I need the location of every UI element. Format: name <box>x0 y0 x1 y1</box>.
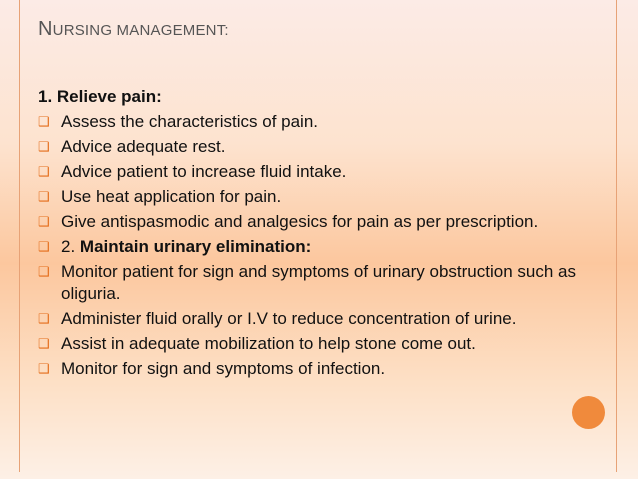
list-item-text: Advice patient to increase fluid intake. <box>61 162 347 181</box>
bullet-icon: ❑ <box>38 336 50 351</box>
decorative-circle <box>572 396 605 429</box>
list-item <box>38 308 598 330</box>
list-item <box>38 136 598 158</box>
bullet-icon: ❑ <box>38 214 50 229</box>
list-item <box>38 236 598 258</box>
title-rest: URSING MANAGEMENT: <box>52 22 229 39</box>
list-item-text: Maintain urinary elimination: <box>79 237 312 256</box>
bullet-icon: ❑ <box>38 164 50 179</box>
list-item <box>38 111 598 133</box>
list-item <box>38 186 598 208</box>
slide-title <box>38 18 229 41</box>
list-item-text: Assess the characteristics of pain. <box>61 112 319 131</box>
bullet-icon: ❑ <box>38 264 50 279</box>
list-item <box>38 333 598 355</box>
bullet-list <box>38 111 598 380</box>
list-item-text: Give antispasmodic and analgesics for pain as per prescription. <box>61 212 539 231</box>
list-item-text: Administer fluid orally or I.V to reduce concentration of urine. <box>61 309 517 328</box>
list-item <box>38 161 598 183</box>
list-item-text: Use heat application for pain. <box>61 187 282 206</box>
bullet-icon: ❑ <box>38 139 50 154</box>
list-item-text: Advice adequate rest. <box>61 137 226 156</box>
bullet-icon: ❑ <box>38 189 50 204</box>
bullet-icon: ❑ <box>38 311 50 326</box>
list-item <box>38 211 598 233</box>
list-item-text: Monitor patient for sign and symptoms of urinary obstruction such as oliguria. <box>61 262 576 303</box>
bullet-icon: ❑ <box>38 114 50 129</box>
list-item <box>38 358 598 380</box>
bullet-icon: ❑ <box>38 239 50 254</box>
bullet-icon: ❑ <box>38 361 50 376</box>
list-item-text: Monitor for sign and symptoms of infection. <box>61 359 386 378</box>
list-item <box>38 261 598 305</box>
list-item-prefix: 2. <box>61 237 80 256</box>
list-item-text: Assist in adequate mobilization to help stone come out. <box>61 334 476 353</box>
section-heading: 1. Relieve pain: <box>38 87 162 106</box>
slide-content <box>38 86 598 383</box>
title-first-letter: N <box>38 18 53 40</box>
